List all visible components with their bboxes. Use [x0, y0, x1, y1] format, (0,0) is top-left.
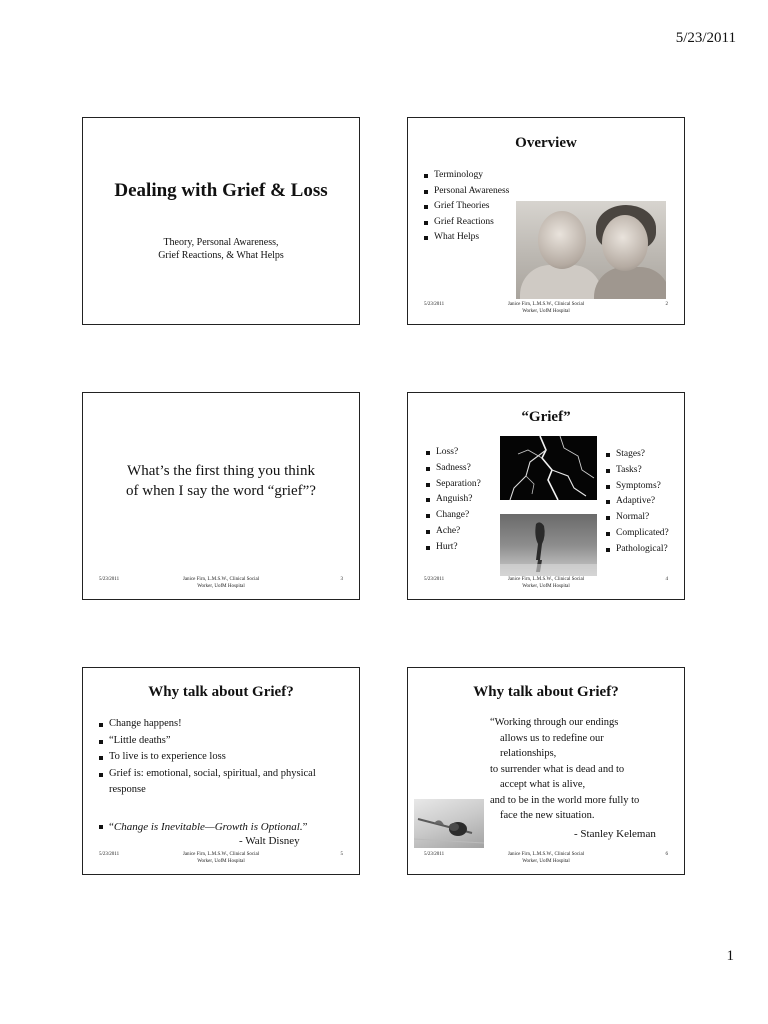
footer-date: 5/23/2011	[99, 852, 120, 857]
bullet-item: Grief Reactions	[424, 215, 509, 231]
slide-number: 2	[665, 302, 668, 307]
footer-author-line: Worker, UofM Hospital	[197, 859, 245, 864]
quote-line: allows us to redefine our	[500, 732, 604, 744]
footer-author	[491, 301, 601, 315]
footer-author-line: Worker, UofM Hospital	[522, 584, 570, 589]
slide-question	[95, 461, 347, 501]
footer-author-line: Janice Firn, L.M.S.W., Clinical Social	[507, 852, 585, 857]
bullet-item: Anguish?	[426, 492, 481, 508]
bullet-list	[99, 716, 345, 799]
quote	[99, 820, 308, 835]
footer-date: 5/23/2011	[424, 852, 445, 857]
slide-title: “Grief”	[521, 409, 571, 425]
bullet-marker	[99, 825, 103, 829]
bullet-item: Hurt?	[426, 540, 481, 556]
subtitle-line: Theory, Personal Awareness,	[163, 237, 279, 248]
bullet-item: Stages?	[606, 447, 669, 463]
lightning-photo	[500, 436, 597, 500]
footer-date: 5/23/2011	[424, 577, 445, 582]
bullet-list-right	[606, 447, 669, 558]
quote-close-mark: ”	[302, 821, 308, 833]
slide-4	[407, 392, 685, 600]
slide-footer	[83, 575, 359, 593]
slide-subtitle	[83, 236, 359, 262]
footer-author	[166, 576, 276, 590]
slide-5	[82, 667, 360, 875]
page-date: 5/23/2011	[675, 30, 736, 46]
slide-1	[82, 117, 360, 325]
slide-6	[407, 667, 685, 875]
bullet-item: Tasks?	[606, 463, 669, 479]
question-line: What’s the first thing you think	[127, 463, 315, 479]
footer-author-line: Janice Firn, L.M.S.W., Clinical Social	[182, 577, 260, 582]
footer-author-line: Worker, UofM Hospital	[522, 309, 570, 314]
slide-number: 5	[340, 852, 343, 857]
footer-date: 5/23/2011	[99, 577, 120, 582]
quote-text	[490, 715, 680, 824]
slide-footer	[83, 850, 359, 868]
slide-title: Dealing with Grief & Loss	[114, 180, 328, 201]
subtitle-line: Grief Reactions, & What Helps	[158, 250, 284, 261]
bullet-item: “Little deaths”	[99, 733, 345, 750]
slide-title: Why talk about Grief?	[148, 684, 294, 700]
slide-footer	[408, 850, 684, 868]
slide-2	[407, 117, 685, 325]
quote-text: Change is Inevitable—Growth is Optional.	[113, 821, 303, 833]
quote-line: and to be in the world more fully to	[490, 794, 640, 806]
quote-author: - Stanley Keleman	[574, 828, 656, 840]
bullet-item: Sadness?	[426, 461, 481, 477]
bullet-item: To live is to experience loss	[99, 749, 345, 766]
bullet-list-left	[426, 445, 481, 556]
bullet-item: What Helps	[424, 230, 509, 246]
page-number: 1	[726, 948, 734, 964]
bullet-item: Personal Awareness	[424, 184, 509, 200]
quote-line: to surrender what is dead and to	[490, 763, 625, 775]
bullet-item: Grief is: emotional, social, spiritual, and physical response	[99, 766, 345, 799]
footer-author-line: Janice Firn, L.M.S.W., Clinical Social	[507, 577, 585, 582]
footer-date: 5/23/2011	[424, 302, 445, 307]
quote-line: face the new situation.	[500, 810, 595, 821]
slide-number: 4	[665, 577, 668, 582]
bullet-item: Loss?	[426, 445, 481, 461]
quote-line: relationships,	[500, 748, 557, 759]
quote-line: accept what is alive,	[500, 779, 586, 790]
bullet-item: Symptoms?	[606, 479, 669, 495]
slide-title: Why talk about Grief?	[473, 684, 619, 700]
bullet-item: Complicated?	[606, 526, 669, 542]
bullet-item: Ache?	[426, 524, 481, 540]
bullet-list	[424, 168, 509, 246]
footer-author	[491, 576, 601, 590]
footer-author-line: Janice Firn, L.M.S.W., Clinical Social	[507, 302, 585, 307]
slide-footer	[408, 575, 684, 593]
bullet-item: Pathological?	[606, 542, 669, 558]
footer-author	[166, 851, 276, 865]
slide-3	[82, 392, 360, 600]
bullet-item: Grief Theories	[424, 199, 509, 215]
footer-author	[491, 851, 601, 865]
footer-author-line: Worker, UofM Hospital	[522, 859, 570, 864]
dead-rose-photo	[414, 799, 484, 848]
footer-author-line: Janice Firn, L.M.S.W., Clinical Social	[182, 852, 260, 857]
quote-open-mark: “	[109, 821, 114, 833]
question-line: of when I say the word “grief”?	[126, 483, 316, 499]
elderly-couple-photo	[516, 201, 666, 299]
bullet-item: Terminology	[424, 168, 509, 184]
dancer-photo	[500, 514, 597, 576]
slide-footer	[408, 300, 684, 318]
quote-author: - Walt Disney	[239, 835, 300, 847]
slide-number: 3	[340, 577, 343, 582]
slide-number: 6	[665, 852, 668, 857]
slide-title: Overview	[515, 135, 577, 151]
bullet-item: Normal?	[606, 510, 669, 526]
bullet-item: Adaptive?	[606, 494, 669, 510]
quote-line: “Working through our endings	[490, 717, 619, 728]
bullet-item: Change happens!	[99, 716, 345, 733]
bullet-item: Change?	[426, 508, 481, 524]
footer-author-line: Worker, UofM Hospital	[197, 584, 245, 589]
bullet-item: Separation?	[426, 477, 481, 493]
